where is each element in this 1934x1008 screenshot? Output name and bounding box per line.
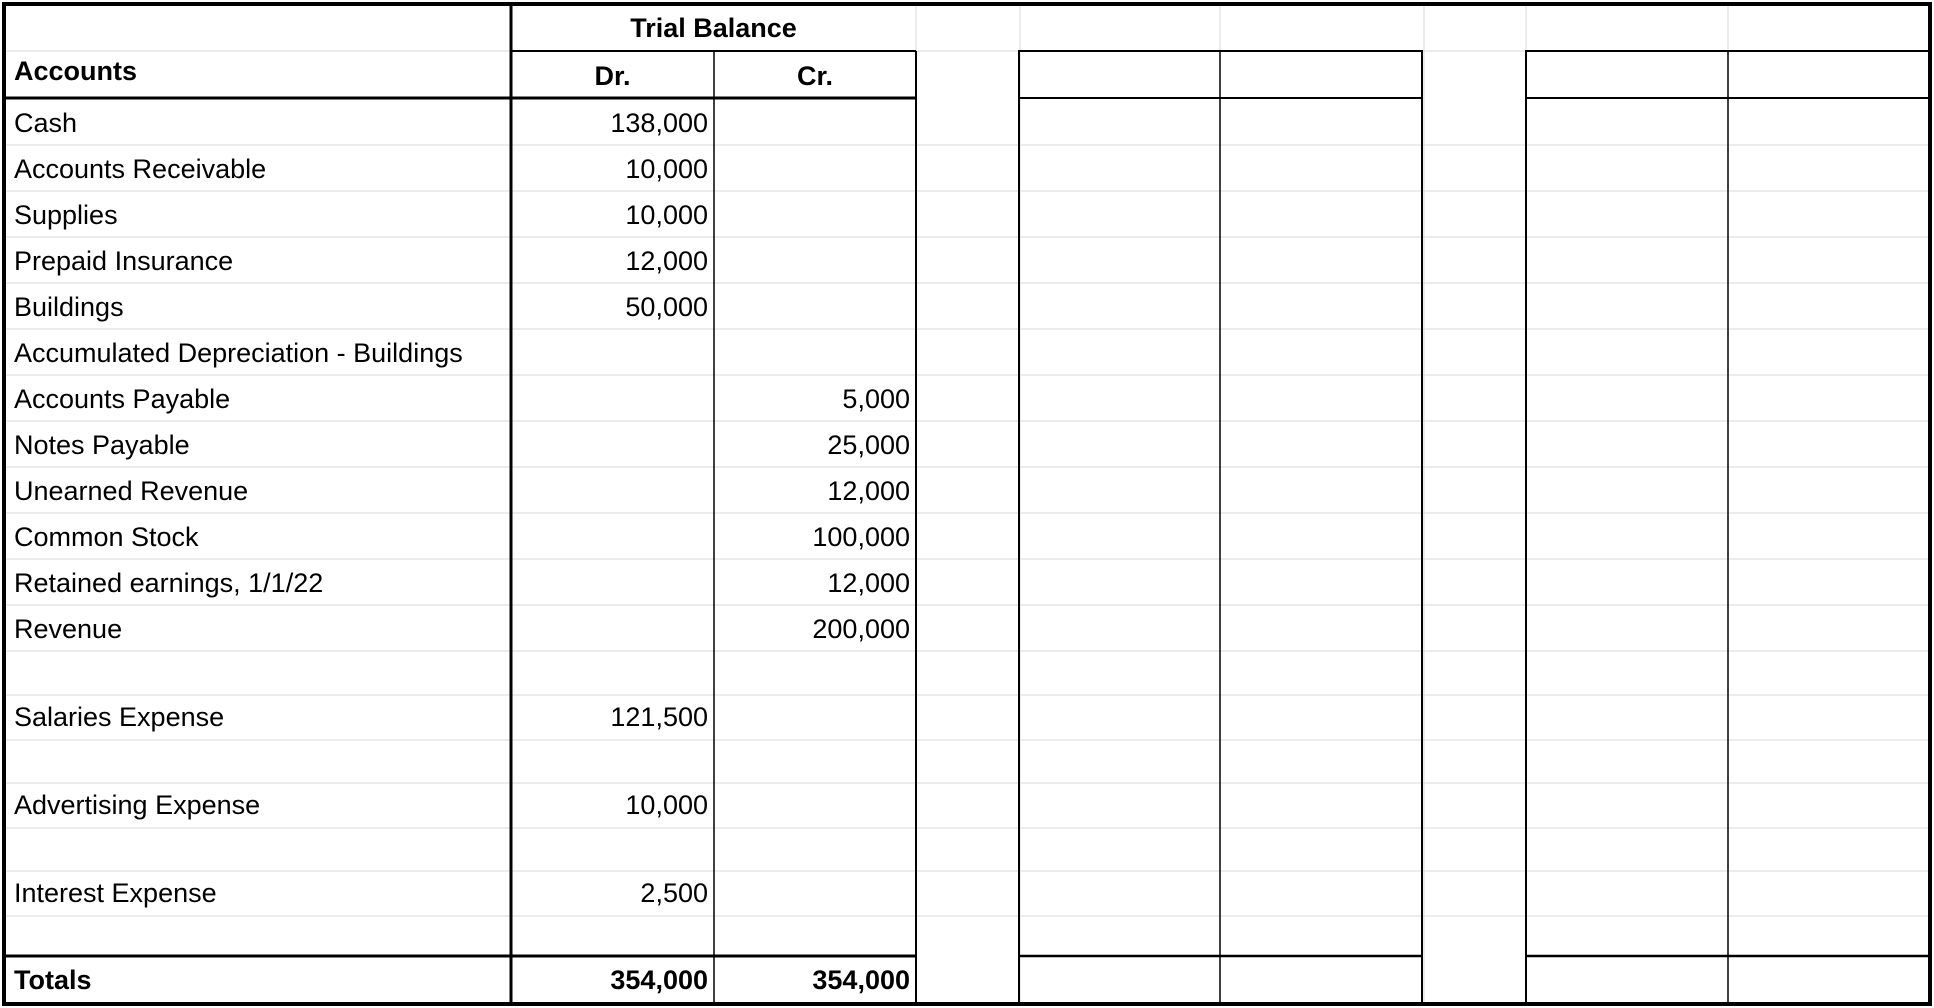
debit-value: 2,500 — [640, 878, 708, 908]
total-credit: 354,000 — [812, 965, 910, 995]
account-name: Salaries Expense — [14, 702, 225, 732]
credit-value: 200,000 — [812, 614, 910, 644]
account-name: Cash — [14, 108, 78, 138]
account-name: Interest Expense — [14, 878, 217, 908]
account-name: Accumulated Depreciation - Buildings — [14, 338, 463, 368]
dr-header: Dr. — [594, 61, 631, 91]
account-name: Retained earnings, 1/1/22 — [14, 568, 324, 598]
debit-value: 138,000 — [610, 108, 708, 138]
account-name: Revenue — [14, 614, 123, 644]
debit-value: 10,000 — [625, 790, 708, 820]
debit-value: 121,500 — [610, 702, 708, 732]
cr-header: Cr. — [796, 61, 834, 91]
total-debit: 354,000 — [610, 965, 708, 995]
accounts-header: Accounts — [14, 56, 138, 86]
credit-value: 12,000 — [827, 476, 910, 506]
credit-value: 25,000 — [827, 430, 910, 460]
account-name: Supplies — [14, 200, 118, 230]
credit-value: 5,000 — [842, 384, 910, 414]
account-name: Accounts Payable — [14, 384, 231, 414]
trial-balance-title: Trial Balance — [630, 13, 797, 43]
account-name: Prepaid Insurance — [14, 246, 234, 276]
account-name: Unearned Revenue — [14, 476, 249, 506]
debit-value: 12,000 — [625, 246, 708, 276]
account-name: Common Stock — [14, 522, 199, 552]
credit-value: 12,000 — [827, 568, 910, 598]
debit-value: 10,000 — [625, 154, 708, 184]
account-name: Notes Payable — [14, 430, 190, 460]
account-name: Advertising Expense — [14, 790, 261, 820]
account-name: Buildings — [14, 292, 124, 322]
credit-value: 100,000 — [812, 522, 910, 552]
debit-value: 50,000 — [625, 292, 708, 322]
account-name: Accounts Receivable — [14, 154, 267, 184]
debit-value: 10,000 — [625, 200, 708, 230]
totals-label: Totals — [14, 965, 92, 995]
